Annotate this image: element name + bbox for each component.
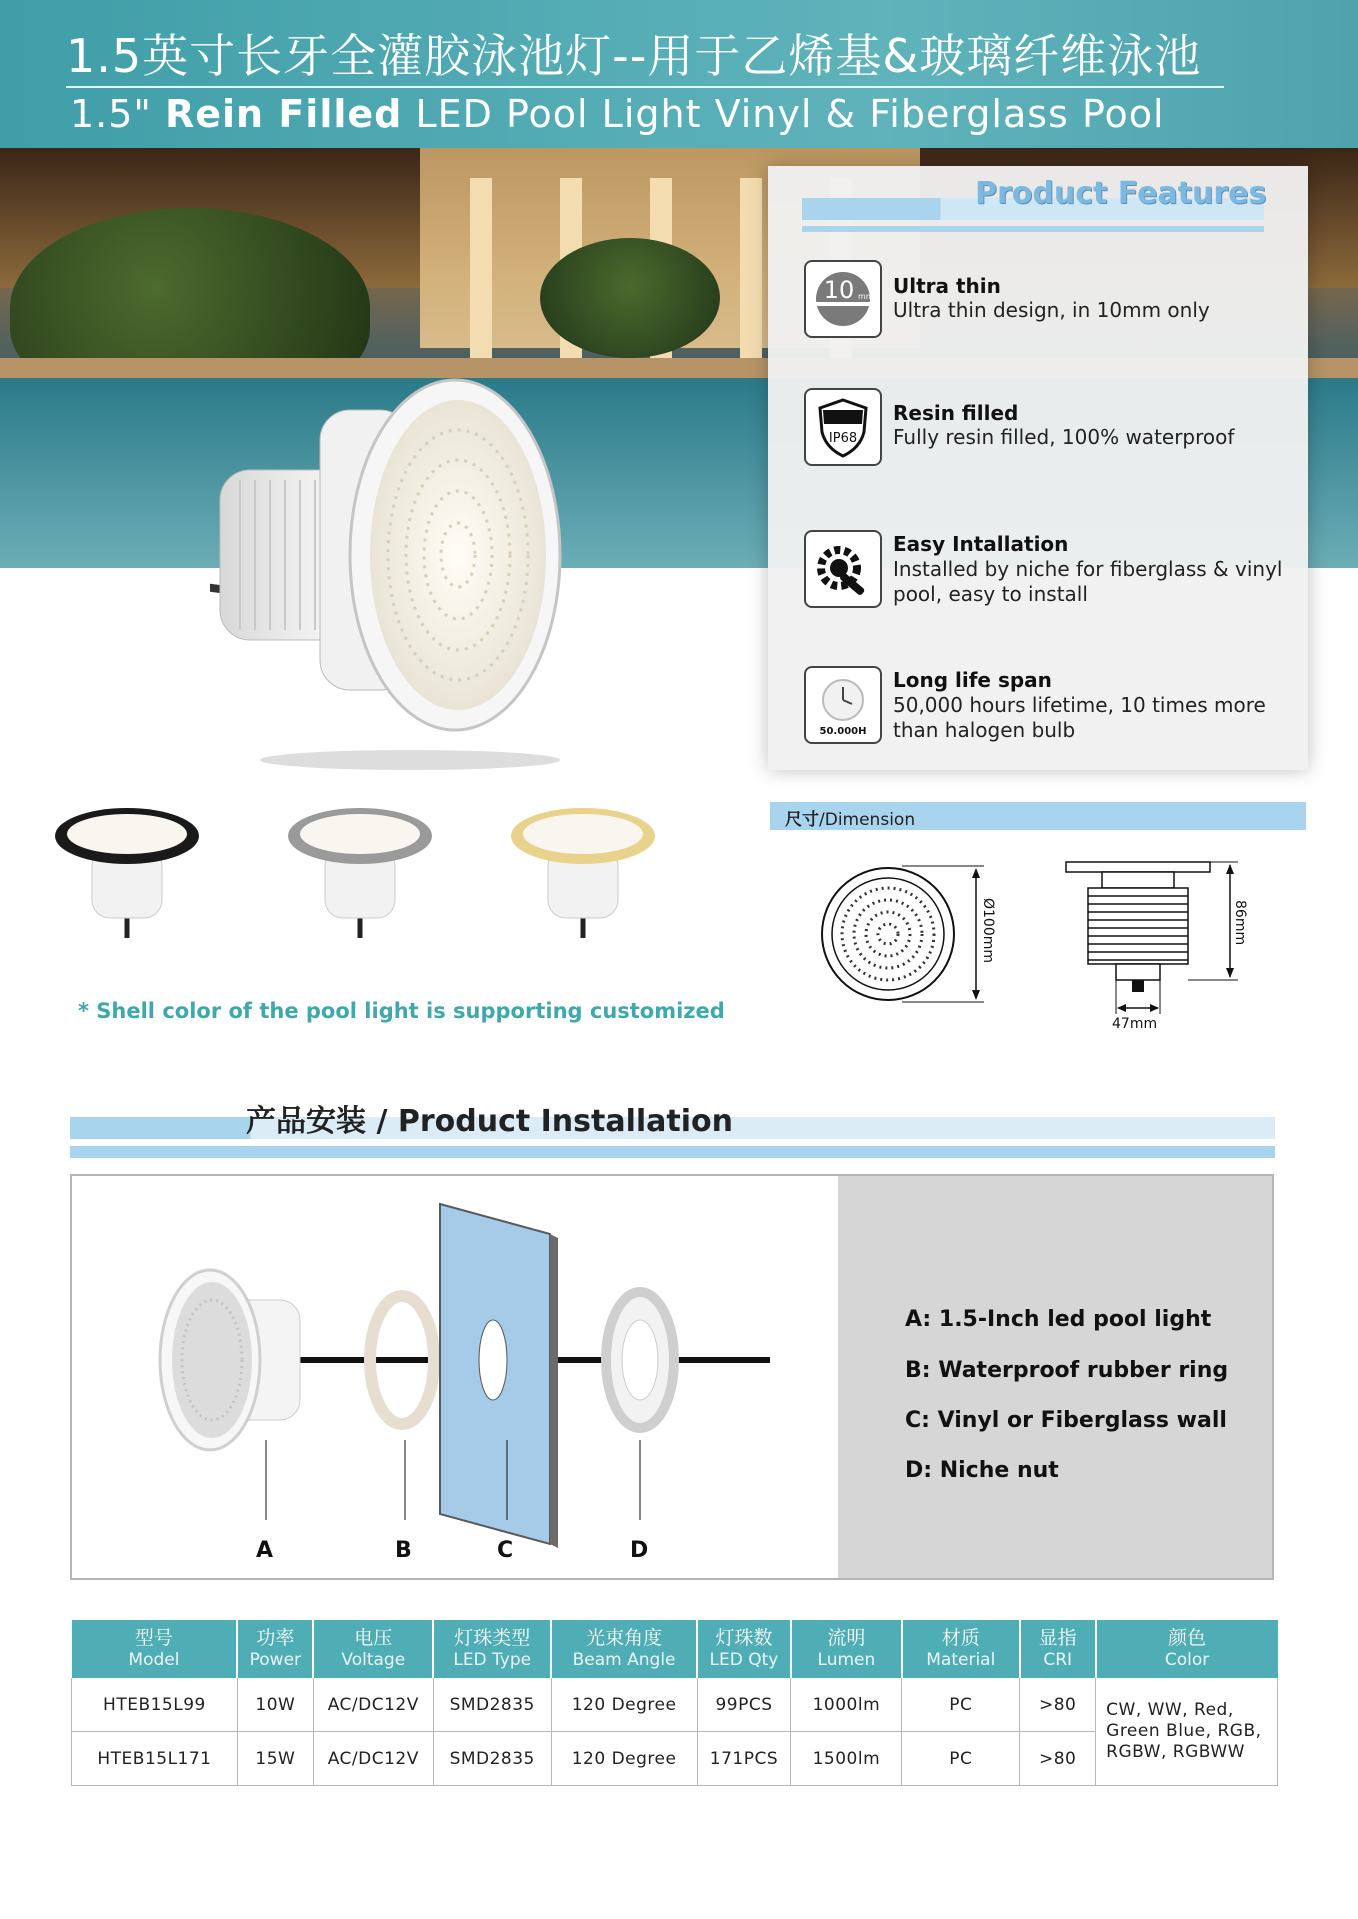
legend-item: D: Niche nut — [905, 1458, 1059, 1483]
feature-description: 50,000 hours lifetime, 10 times more than halogen bulb — [893, 693, 1266, 742]
front-view-drawing — [818, 856, 1008, 1006]
side-view-drawing — [1060, 856, 1260, 1032]
part-label-c: C — [497, 1538, 514, 1563]
column-header: 功率 Power — [237, 1620, 313, 1678]
gear-wrench-icon — [804, 530, 882, 608]
feature-title: Easy Intallation — [893, 532, 1069, 556]
customization-note: * Shell color of the pool light is supporting customized — [78, 999, 725, 1023]
table-cell: 120 Degree — [551, 1732, 697, 1786]
table-row — [72, 1678, 1278, 1732]
table-cell: PC — [902, 1732, 1020, 1786]
table-cell: 15W — [237, 1732, 313, 1786]
clock-icon — [804, 666, 882, 744]
spec-table — [71, 1620, 1278, 1786]
diameter-label: Ø100mm — [980, 898, 996, 964]
feature-title: Long life span — [893, 668, 1052, 692]
title-en-bold: Rein Filled — [165, 92, 403, 136]
svg-text:IP68: IP68 — [828, 431, 858, 446]
feature-title: Ultra thin — [893, 274, 1001, 298]
installation-diagram — [150, 1190, 790, 1570]
pool-light-product-image — [210, 340, 570, 770]
part-label-a: A — [256, 1538, 274, 1563]
height-label: 86mm — [1232, 900, 1248, 946]
title-en-prefix: 1.5" — [70, 92, 165, 136]
table-cell: HTEB15L171 — [72, 1732, 238, 1786]
svg-text:50.000H: 50.000H — [819, 726, 867, 737]
column-header: 流明 Lumen — [791, 1620, 902, 1678]
ruler-10mm-icon — [804, 260, 882, 338]
width-label: 47mm — [1112, 1016, 1158, 1032]
legend-item: C: Vinyl or Fiberglass wall — [905, 1408, 1227, 1433]
installation-title-en: / Product Installation — [366, 1104, 734, 1139]
page-title-chinese: 1.5英寸长牙全灌胶泳池灯--用于乙烯基&玻璃纤维泳池 — [66, 29, 1202, 83]
table-cell: 1000lm — [791, 1678, 902, 1732]
dimension-label-cn: 尺寸 — [785, 810, 819, 830]
installation-heading — [246, 1096, 733, 1140]
features-heading: Product Features — [975, 176, 1267, 211]
ip68-shield-icon — [804, 388, 882, 466]
black-shell-variant — [52, 798, 202, 948]
column-header: 光束角度 Beam Angle — [551, 1620, 697, 1678]
column-header: 灯珠数 LED Qty — [697, 1620, 791, 1678]
part-label-b: B — [395, 1538, 412, 1563]
column-header: 材质 Material — [902, 1620, 1020, 1678]
column-header: 灯珠类型 LED Type — [433, 1620, 551, 1678]
feature-description: Installed by niche for fiberglass & vinyl pool, easy to install — [893, 557, 1283, 606]
table-cell: AC/DC12V — [313, 1678, 433, 1732]
dimension-label-en: /Dimension — [819, 810, 916, 830]
column-header: 显指 CRI — [1020, 1620, 1096, 1678]
table-cell: 120 Degree — [551, 1678, 697, 1732]
table-cell: HTEB15L99 — [72, 1678, 238, 1732]
table-cell: >80 — [1020, 1678, 1096, 1732]
table-cell: 10W — [237, 1678, 313, 1732]
part-label-d: D — [630, 1538, 649, 1563]
title-en-suffix: LED Pool Light Vinyl & Fiberglass Pool — [402, 92, 1165, 136]
table-header-row — [72, 1620, 1278, 1678]
gold-shell-variant — [508, 798, 658, 948]
feature-description: Ultra thin design, in 10mm only — [893, 298, 1210, 322]
table-cell: 99PCS — [697, 1678, 791, 1732]
features-heading-underline — [802, 226, 1264, 232]
table-cell: 171PCS — [697, 1732, 791, 1786]
legend-item: B: Waterproof rubber ring — [905, 1358, 1229, 1383]
table-cell: SMD2835 — [433, 1678, 551, 1732]
table-cell: AC/DC12V — [313, 1732, 433, 1786]
dimension-heading — [785, 805, 915, 830]
column-header: 型号 Model — [72, 1620, 238, 1678]
column-header: 电压 Voltage — [313, 1620, 433, 1678]
svg-text:10: 10 — [823, 276, 855, 304]
legend-item: A: 1.5-Inch led pool light — [905, 1307, 1212, 1332]
installation-heading-underline — [70, 1146, 1275, 1158]
installation-title-cn: 产品安装 — [246, 1104, 366, 1139]
grey-shell-variant — [285, 798, 435, 948]
table-cell: PC — [902, 1678, 1020, 1732]
color-options-cell: CW, WW, Red, Green Blue, RGB, RGBW, RGBWW — [1096, 1678, 1278, 1786]
table-cell: 1500lm — [791, 1732, 902, 1786]
feature-title: Resin filled — [893, 401, 1019, 425]
column-header: 颜色 Color — [1096, 1620, 1278, 1678]
table-cell: >80 — [1020, 1732, 1096, 1786]
feature-description: Fully resin filled, 100% waterproof — [893, 425, 1235, 449]
header-divider — [66, 86, 1224, 88]
table-cell: SMD2835 — [433, 1732, 551, 1786]
svg-text:mm: mm — [858, 292, 874, 301]
page-title-english — [70, 92, 1165, 136]
